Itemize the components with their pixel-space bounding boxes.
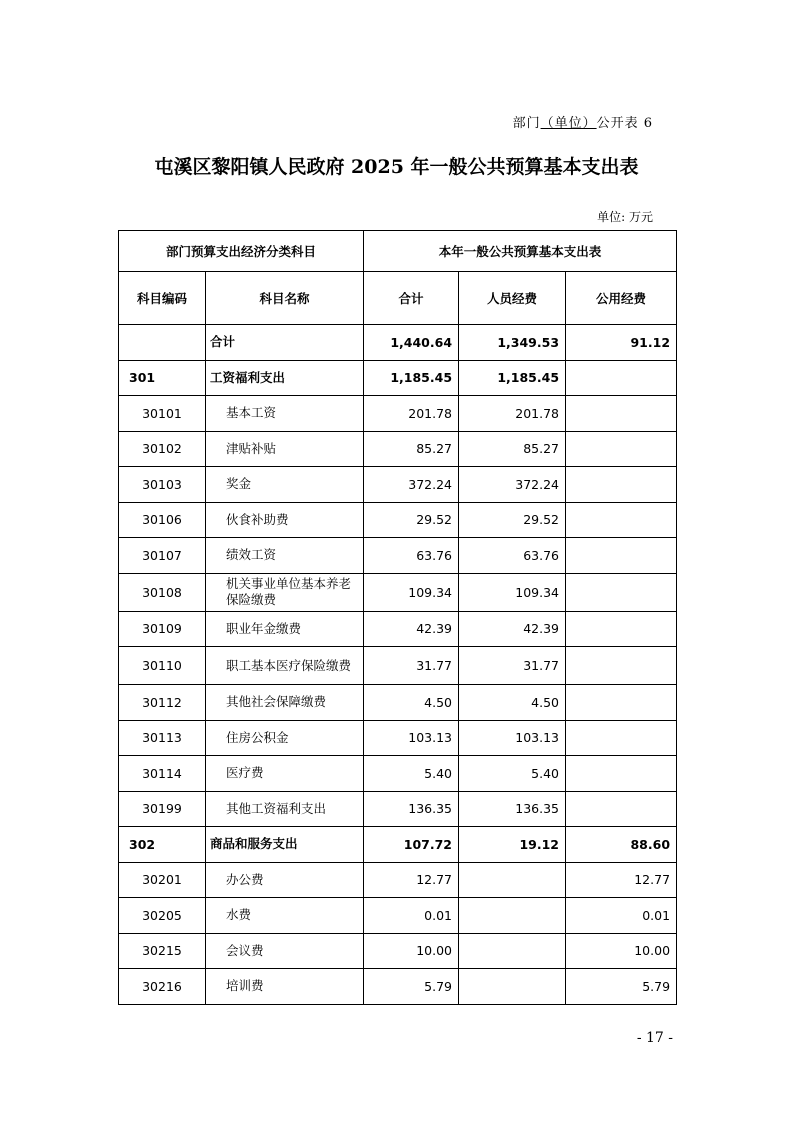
cell-personnel: 63.76 <box>459 538 566 574</box>
page-title: 屯溪区黎阳镇人民政府 2025 年一般公共预算基本支出表 <box>154 156 639 178</box>
cell-public <box>566 573 677 611</box>
cell-code: 302 <box>119 827 206 863</box>
cell-name: 津贴补贴 <box>206 431 364 467</box>
cell-name: 职业年金缴费 <box>206 611 364 647</box>
table-row <box>119 791 677 827</box>
cell-public <box>566 756 677 792</box>
cell-code: 30108 <box>119 573 206 611</box>
cell-total: 103.13 <box>364 720 459 756</box>
cell-name: 合计 <box>206 325 364 361</box>
cell-name: 基本工资 <box>206 396 364 432</box>
cell-code: 30201 <box>119 862 206 898</box>
cell-total: 5.79 <box>364 969 459 1005</box>
label-prefix: 部门 <box>512 116 541 131</box>
cell-total: 0.01 <box>364 898 459 934</box>
cell-public: 12.77 <box>566 862 677 898</box>
table-row <box>119 756 677 792</box>
table-group-header <box>119 231 677 272</box>
cell-name: 住房公积金 <box>206 720 364 756</box>
cell-name: 机关事业单位基本养老保险缴费 <box>206 573 364 611</box>
column-header-total: 合计 <box>364 272 459 325</box>
table-row <box>119 898 677 934</box>
table-row <box>119 396 677 432</box>
cell-name: 伙食补助费 <box>206 502 364 538</box>
cell-personnel <box>459 933 566 969</box>
cell-code: 30102 <box>119 431 206 467</box>
label-unit: （单位） <box>540 116 597 131</box>
cell-code: 30114 <box>119 756 206 792</box>
cell-public: 91.12 <box>566 325 677 361</box>
cell-total: 109.34 <box>364 573 459 611</box>
table-row <box>119 573 677 611</box>
table-row <box>119 969 677 1005</box>
table-row <box>119 611 677 647</box>
cell-public <box>566 360 677 396</box>
cell-name: 医疗费 <box>206 756 364 792</box>
column-header-code: 科目编码 <box>119 272 206 325</box>
cell-code <box>119 325 206 361</box>
cell-personnel <box>459 898 566 934</box>
cell-name: 奖金 <box>206 467 364 503</box>
cell-personnel <box>459 862 566 898</box>
cell-code: 30216 <box>119 969 206 1005</box>
cell-code: 30101 <box>119 396 206 432</box>
table-row <box>119 325 677 361</box>
cell-personnel: 109.34 <box>459 573 566 611</box>
group-header-classification: 部门预算支出经济分类科目 <box>119 231 364 272</box>
cell-name: 培训费 <box>206 969 364 1005</box>
cell-code: 30106 <box>119 502 206 538</box>
cell-total: 201.78 <box>364 396 459 432</box>
cell-code: 30112 <box>119 685 206 721</box>
cell-personnel: 42.39 <box>459 611 566 647</box>
table-column-header <box>119 272 677 325</box>
table-row <box>119 467 677 503</box>
cell-public: 88.60 <box>566 827 677 863</box>
table-row <box>119 827 677 863</box>
cell-code: 30107 <box>119 538 206 574</box>
unit-label: 单位: 万元 <box>597 210 653 224</box>
cell-personnel: 1,185.45 <box>459 360 566 396</box>
cell-public <box>566 396 677 432</box>
table-row <box>119 862 677 898</box>
cell-public <box>566 431 677 467</box>
table-row <box>119 720 677 756</box>
cell-name: 其他工资福利支出 <box>206 791 364 827</box>
cell-total: 1,185.45 <box>364 360 459 396</box>
cell-name: 工资福利支出 <box>206 360 364 396</box>
cell-code: 301 <box>119 360 206 396</box>
cell-personnel: 19.12 <box>459 827 566 863</box>
table-row <box>119 685 677 721</box>
cell-public <box>566 720 677 756</box>
budget-table <box>118 230 677 1005</box>
cell-name: 办公费 <box>206 862 364 898</box>
cell-name: 会议费 <box>206 933 364 969</box>
table-row <box>119 647 677 685</box>
cell-code: 30110 <box>119 647 206 685</box>
cell-total: 42.39 <box>364 611 459 647</box>
cell-name: 其他社会保障缴费 <box>206 685 364 721</box>
cell-total: 31.77 <box>364 647 459 685</box>
cell-name: 绩效工资 <box>206 538 364 574</box>
document-label <box>513 112 653 131</box>
cell-personnel: 5.40 <box>459 756 566 792</box>
group-header-expenditure: 本年一般公共预算基本支出表 <box>364 231 677 272</box>
cell-public <box>566 502 677 538</box>
cell-public: 10.00 <box>566 933 677 969</box>
table-row <box>119 933 677 969</box>
cell-code: 30109 <box>119 611 206 647</box>
cell-code: 30215 <box>119 933 206 969</box>
label-suffix: 公开表 6 <box>596 116 653 131</box>
cell-total: 5.40 <box>364 756 459 792</box>
cell-personnel <box>459 969 566 1005</box>
table-row <box>119 502 677 538</box>
cell-personnel: 372.24 <box>459 467 566 503</box>
cell-name: 水费 <box>206 898 364 934</box>
cell-total: 1,440.64 <box>364 325 459 361</box>
cell-public <box>566 647 677 685</box>
cell-public <box>566 611 677 647</box>
cell-public <box>566 467 677 503</box>
cell-total: 85.27 <box>364 431 459 467</box>
cell-total: 136.35 <box>364 791 459 827</box>
column-header-personnel: 人员经费 <box>459 272 566 325</box>
cell-total: 12.77 <box>364 862 459 898</box>
cell-code: 30199 <box>119 791 206 827</box>
cell-total: 63.76 <box>364 538 459 574</box>
cell-personnel: 31.77 <box>459 647 566 685</box>
cell-personnel: 85.27 <box>459 431 566 467</box>
cell-personnel: 4.50 <box>459 685 566 721</box>
cell-public <box>566 685 677 721</box>
cell-public <box>566 538 677 574</box>
cell-total: 10.00 <box>364 933 459 969</box>
page-number: - 17 - <box>636 1030 673 1046</box>
cell-total: 29.52 <box>364 502 459 538</box>
cell-code: 30113 <box>119 720 206 756</box>
table-row <box>119 360 677 396</box>
cell-code: 30103 <box>119 467 206 503</box>
cell-personnel: 201.78 <box>459 396 566 432</box>
cell-personnel: 136.35 <box>459 791 566 827</box>
cell-total: 4.50 <box>364 685 459 721</box>
cell-public: 0.01 <box>566 898 677 934</box>
cell-public <box>566 791 677 827</box>
cell-code: 30205 <box>119 898 206 934</box>
cell-public: 5.79 <box>566 969 677 1005</box>
cell-personnel: 29.52 <box>459 502 566 538</box>
cell-name: 商品和服务支出 <box>206 827 364 863</box>
cell-name: 职工基本医疗保险缴费 <box>206 647 364 685</box>
column-header-name: 科目名称 <box>206 272 364 325</box>
cell-total: 107.72 <box>364 827 459 863</box>
cell-personnel: 1,349.53 <box>459 325 566 361</box>
table-row <box>119 538 677 574</box>
column-header-public: 公用经费 <box>566 272 677 325</box>
table-row <box>119 431 677 467</box>
cell-personnel: 103.13 <box>459 720 566 756</box>
table-body <box>119 325 677 1005</box>
cell-total: 372.24 <box>364 467 459 503</box>
